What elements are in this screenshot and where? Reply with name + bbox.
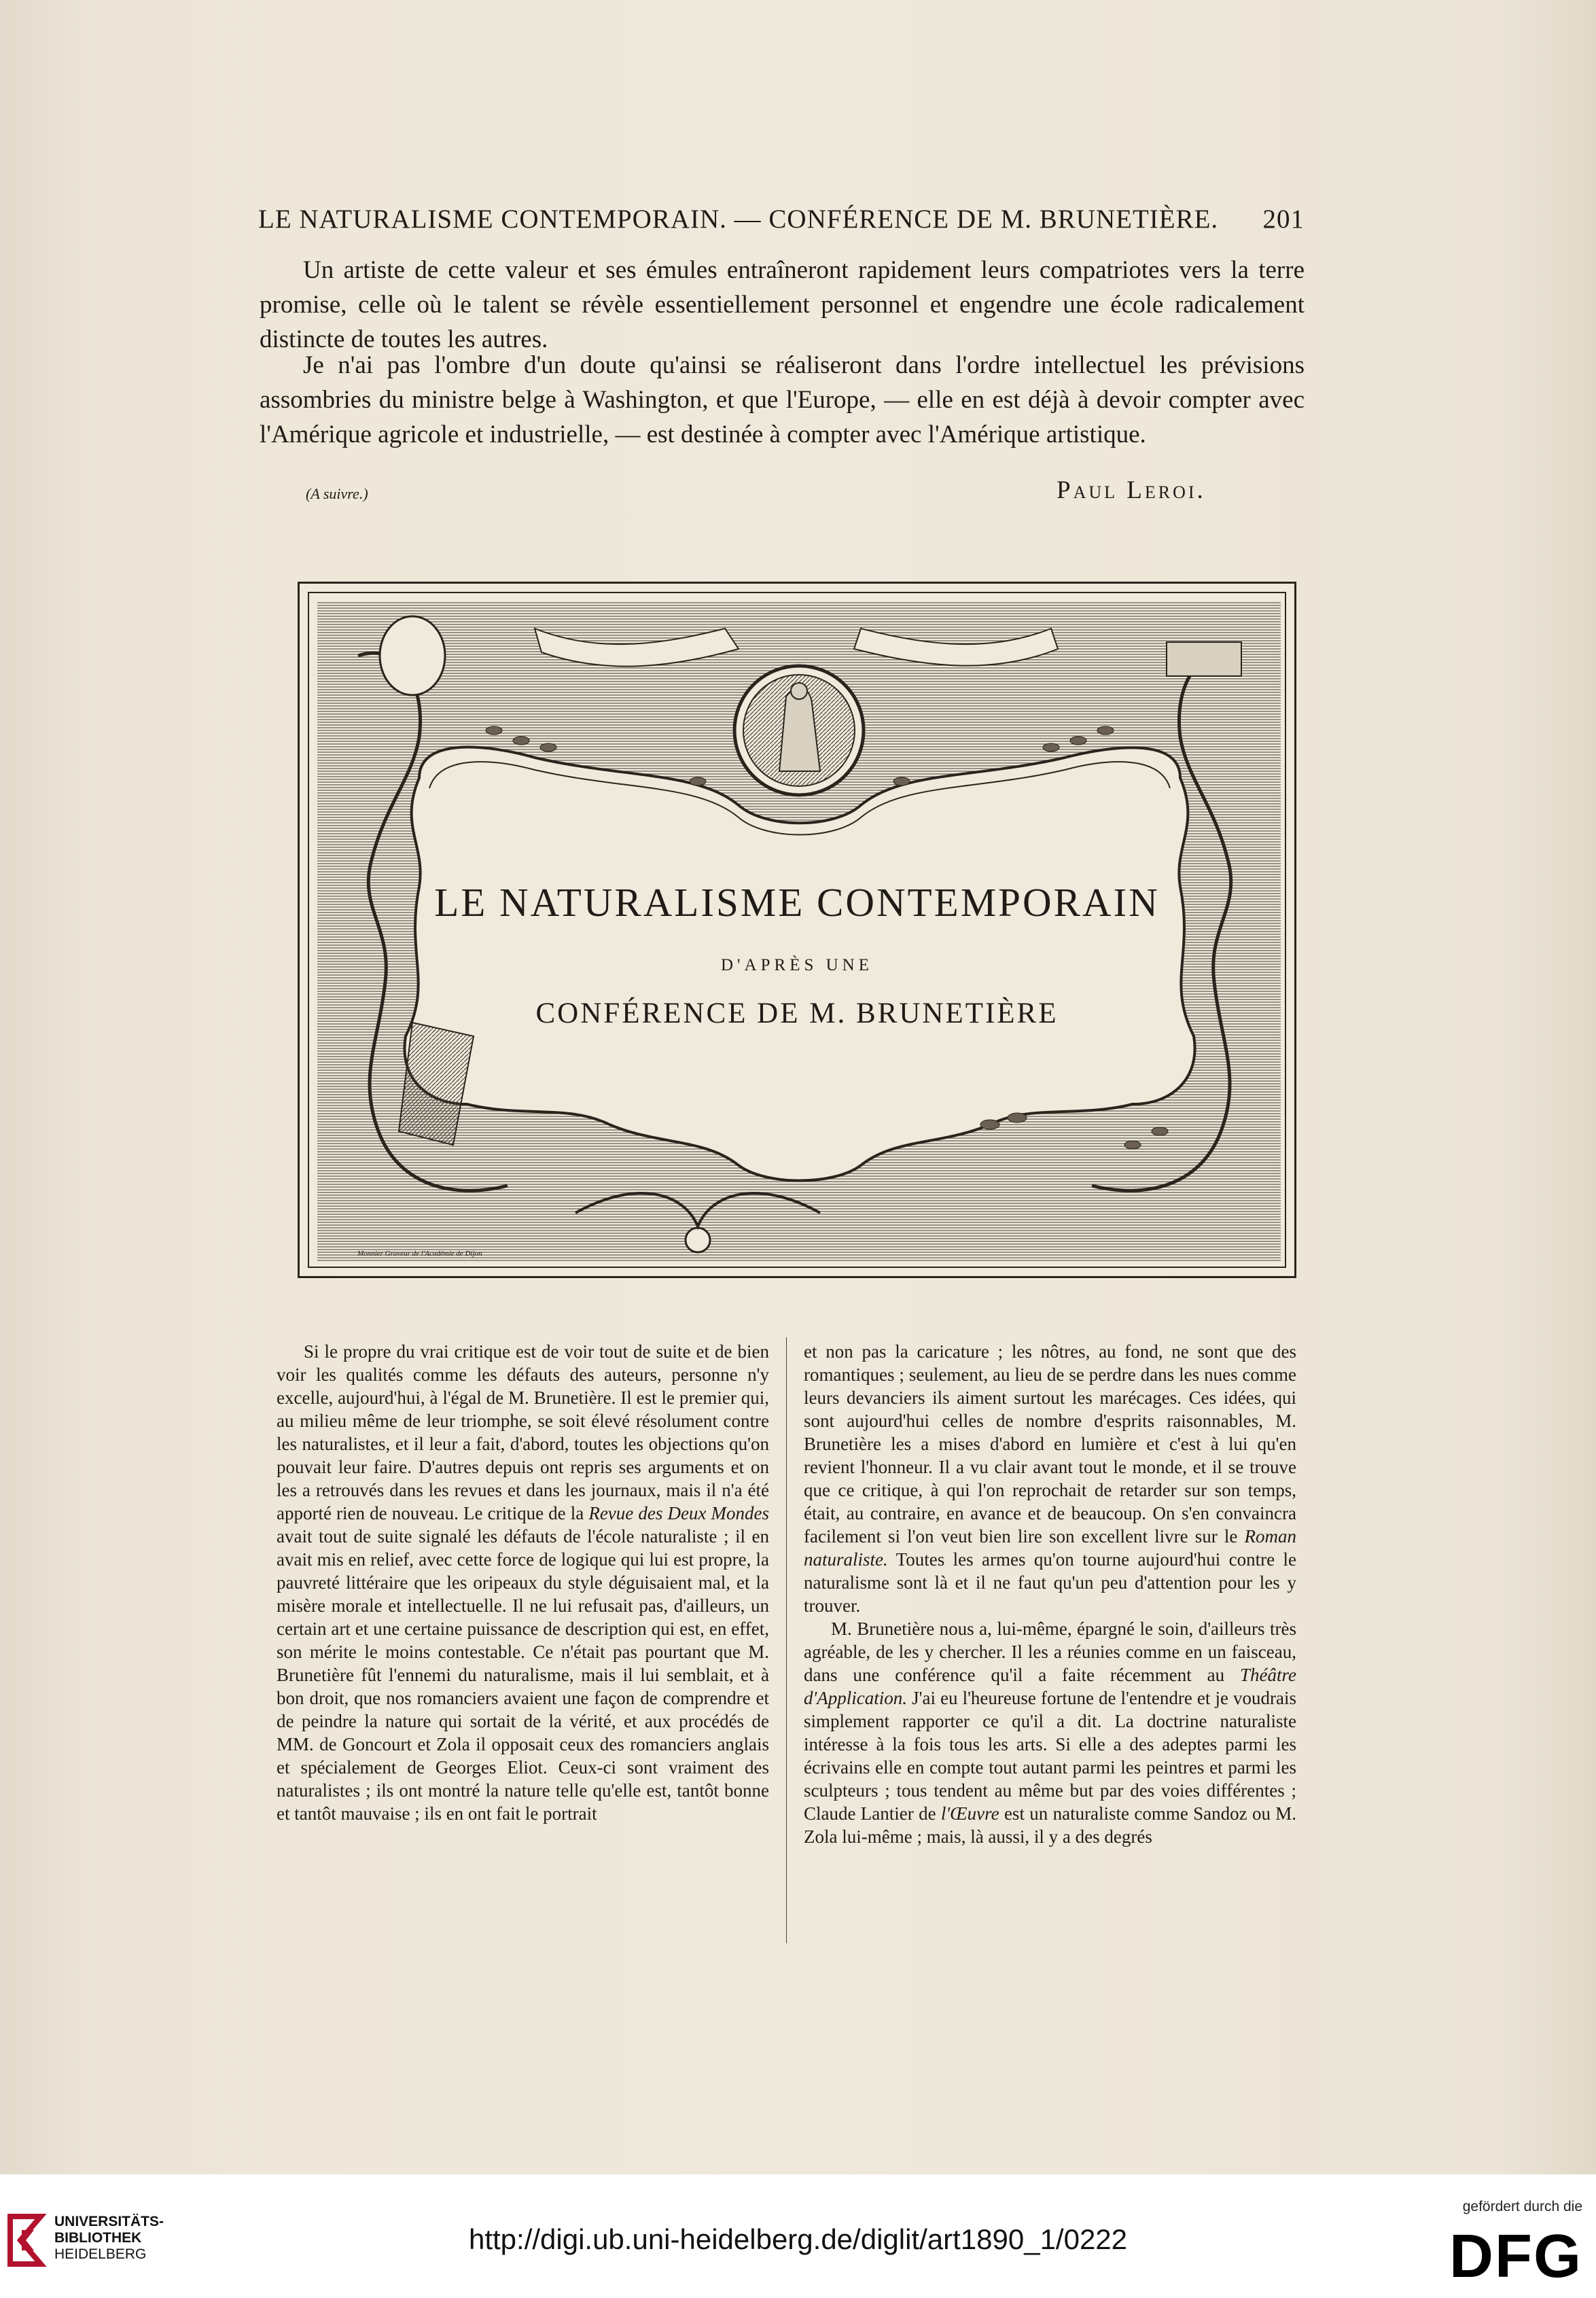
- column-left: [277, 1340, 769, 1825]
- right-text-3: M. Brunetière nous a, lui-même, épargné le soin, d'ailleurs très agréable, de les y chercher. Il les a réunies comme en un faisceau, dans une conférence qu'il a faite récemment au: [804, 1619, 1296, 1685]
- revue-title: Revue des Deux Mondes: [588, 1503, 769, 1523]
- engraver-credit: Monnier Graveur de l'Académie de Dijon: [357, 1250, 482, 1258]
- library-line-1: UNIVERSITÄTS-: [54, 2214, 164, 2229]
- running-head: [258, 204, 1305, 234]
- running-title: LE NATURALISME CONTEMPORAIN. — CONFÉRENCE DE M. BRUNETIÈRE.: [258, 205, 1219, 234]
- theatre-title: Théâtre d'Application.: [804, 1665, 1297, 1708]
- column-right: [804, 1340, 1296, 1848]
- digitization-footer: [0, 2174, 1596, 2298]
- dfg-logo: DFG: [1449, 2223, 1582, 2291]
- left-text-2: avait tout de suite signalé les défauts de l'école naturaliste ; il en avait mis en relief, avec cette force de logique qui lui est propre, la pauvreté littéraire que les oripeaux du style déguisaient mal, et la misère morale et intellectuelle. Il ne lui refusait pas, d'ailleurs, un certain art et une certaine puissance de description qui est, en effet, son mérite le moins contestable. Ce n'était pas pourtant que M. Brunetière fût l'ennemi du naturalisme, mais il lui semblait, et à bon droit, que nos romanciers avaient une façon de comprendre et de peindre la nature qui sortait de la vérité, et aux procédés de MM. de Goncourt et Zola il opposait ceux des romanciers anglais et spécialement de Georges Eliot. Ceux-ci sont vraiment des naturalistes ; ils ont montré la nature telle qu'elle est, tantôt bonne et tantôt mauvaise ; ils en ont fait le portrait: [277, 1526, 769, 1824]
- right-paragraph-1: [804, 1340, 1296, 1617]
- source-url-link[interactable]: http://digi.ub.uni-heidelberg.de/diglit/art1890_1/0222: [468, 2223, 1128, 2255]
- intro-paragraph-1: Un artiste de cette valeur et ses émules entraîneront rapidement leurs compatriotes vers la terre promise, celle où le talent se révèle essentiellement personnel et engendre une école radicalement distincte de toutes les autres.: [260, 256, 1305, 353]
- funded-by-label: gefördert durch die: [1462, 2199, 1582, 2214]
- intro-paragraph-2: Je n'ai pas l'ombre d'un doute qu'ainsi se réaliseront dans l'ordre intellectuel les prévisions assombries du ministre belge à Washington, et que l'Europe, — elle en est déjà à devoir compter avec l'Amérique agricole et industrielle, — est destinée à compter avec l'Amérique artistique.: [260, 351, 1305, 448]
- library-line-3: HEIDELBERG: [54, 2246, 147, 2262]
- library-line-2: BIBLIOTHEK: [54, 2230, 142, 2246]
- author-signature: Paul Leroi.: [1057, 476, 1206, 504]
- book-title: Roman naturaliste.: [804, 1526, 1296, 1570]
- engraving-title: LE NATURALISME CONTEMPORAIN: [434, 880, 1160, 925]
- right-text-4: J'ai eu l'heureuse fortune de l'entendre et je voudrais simplement rapporter ce qu'il a dit. La doctrine naturaliste intéresse à la fois tous les arts. Si elle a des adeptes parmi les écrivains elle en compte tout autant parmi les peintres et parmi les sculpteurs ; tous tendent au même but par des voies différentes ; Claude Lantier de: [804, 1688, 1297, 1824]
- right-text-2: Toutes les armes qu'on tourne aujourd'hui contre le naturalisme sont là et il ne faut qu'un peu d'attention pour les y trouver.: [804, 1549, 1296, 1616]
- oeuvre-title: l'Œuvre: [940, 1803, 999, 1824]
- right-paragraph-2: [804, 1617, 1296, 1848]
- engraving-subtitle: D'APRÈS UNE: [721, 956, 873, 974]
- right-text-1: et non pas la caricature ; les nôtres, au fond, ne sont que des romantiques ; seulement, au lieu de se perdre dans les nues comme leurs devanciers ils aiment surtout les marécages. Ces idées, qui sont aujourd'hui celles de nombre d'esprits raisonnables, M. Brunetière les a mises d'abord en lumière et c'est à lui qu'en revient l'honneur. Il a vu clair avant tout le monde, et il se trouve que ce critique, à qui l'on reprochait de retarder sur son temps, était, au contraire, en avance et de beaucoup. On s'en convaincra facilement si l'on veut bien lire son excellent livre sur le: [804, 1341, 1296, 1546]
- engraving-title-2: CONFÉRENCE DE M. BRUNETIÈRE: [535, 997, 1059, 1029]
- ornamental-engraving: [298, 582, 1296, 1278]
- left-text-1: Si le propre du vrai critique est de voir tout de suite et de bien voir les qualités comme les défauts des auteurs, personne n'y excelle, aujourd'hui, à l'égal de M. Brunetière. Il est le premier qui, au milieu même de leur triomphe, se soit élevé résolument contre les naturalistes, et il leur a fait, d'abord, toutes les objections qu'on pouvait leur faire. D'autres depuis ont repris ses arguments et on les a retrouvés dans les revues et dans les journaux, mais il n'a été apporté rien de nouveau. Le critique de la: [277, 1341, 769, 1523]
- to-be-continued-note: (A suivre.): [306, 485, 368, 502]
- page-number: 201: [1262, 205, 1305, 234]
- rococo-frame-illustration: [317, 601, 1281, 1262]
- right-text-5: est un naturaliste comme Sandoz ou M. Zola lui-même ; mais, là aussi, il y a des degrés: [804, 1803, 1297, 1847]
- left-paragraph: [277, 1340, 769, 1825]
- column-divider: [786, 1337, 787, 1943]
